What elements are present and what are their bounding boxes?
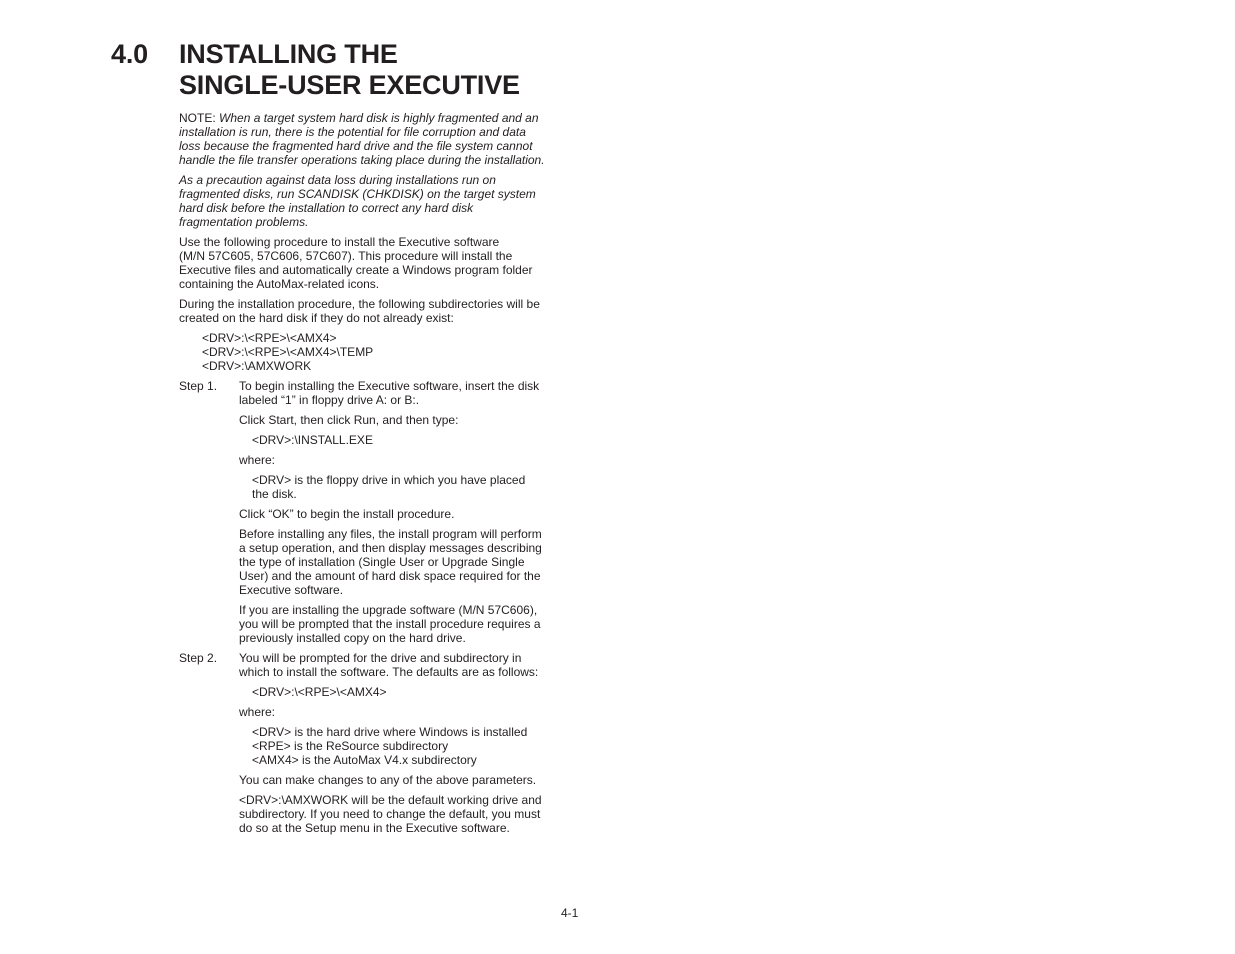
step-1-upgrade-note: If you are installing the upgrade software (M/N 57C606), you will be prompted that the install procedure requires a previously installed copy on the hard drive. — [239, 603, 541, 645]
step-1-insert-disk: To begin installing the Executive software, insert the disk labeled “1” in floppy drive A: or B:. — [239, 379, 540, 407]
step-2-prompt: You will be prompted for the drive and subdirectory in which to install the software. The defaults are as follows: — [239, 651, 539, 679]
step-1-click-run: Click Start, then click Run, and then type: — [239, 413, 459, 427]
step-1 — [179, 379, 579, 645]
note-text: When a target system hard disk is highly fragmented and an installation is run, there is the potential for file corruption and data loss because the fragmented hard drive and the file system cannot handle the file transfer operations taking place during the installation. — [179, 111, 545, 167]
step-2-changes-note: You can make changes to any of the above parameters. — [239, 773, 537, 787]
step-2-workdir-note: <DRV>:\AMXWORK will be the default working drive and subdirectory. If you need to change the default, you must do so at the Setup menu in the Executive software. — [239, 793, 542, 835]
step-1-setup-description: Before installing any files, the install program will perform a setup operation, and then display messages describing the type of installation (Single User or Upgrade Single User) and the amount of hard disk space required for the Executive software. — [239, 527, 542, 597]
section-title: INSTALLING THE SINGLE-USER EXECUTIVE — [179, 39, 520, 100]
section-heading — [111, 39, 520, 101]
precaution-paragraph: As a precaution against data loss during installations run on fragmented disks, run SCANDISK (CHKDISK) on the target system hard disk before the installation to correct any hard disk fragmentation problems. — [179, 173, 536, 229]
intro-paragraph: Use the following procedure to install the Executive software (M/N 57C605, 57C606, 57C607). This procedure will install the Executive files and automatically create a Windows program folder containing the AutoMax-related icons. — [179, 235, 533, 291]
note-label: NOTE: — [179, 111, 220, 125]
step-1-body — [239, 379, 579, 645]
step-2 — [179, 651, 579, 835]
step-2-where: where: — [239, 705, 276, 719]
note-paragraph — [179, 111, 579, 167]
step-2-default-path: <DRV>:\<RPE>\<AMX4> — [252, 685, 387, 699]
subdir-intro-paragraph: During the installation procedure, the following subdirectories will be created on the hard disk if they do not already exist: — [179, 297, 540, 325]
step-1-click-ok: Click “OK” to begin the install procedure. — [239, 507, 455, 521]
step-1-where: where: — [239, 453, 276, 467]
step-2-body — [239, 651, 579, 835]
step-1-drv-definition: <DRV> is the floppy drive in which you have placed the disk. — [252, 473, 526, 501]
step-2-definitions: <DRV> is the hard drive where Windows is installed <RPE> is the ReSource subdirectory <AMX4> is the AutoMax V4.x subdirectory — [252, 725, 528, 767]
step-1-command: <DRV>:\INSTALL.EXE — [252, 433, 373, 447]
section-body — [179, 111, 579, 841]
subdirectory-list: <DRV>:\<RPE>\<AMX4> <DRV>:\<RPE>\<AMX4>\TEMP <DRV>:\AMXWORK — [202, 331, 374, 373]
section-number: 4.0 — [111, 39, 148, 69]
page-number: 4-1 — [561, 906, 579, 920]
step-1-label: Step 1. — [179, 379, 218, 393]
step-2-label: Step 2. — [179, 651, 218, 665]
